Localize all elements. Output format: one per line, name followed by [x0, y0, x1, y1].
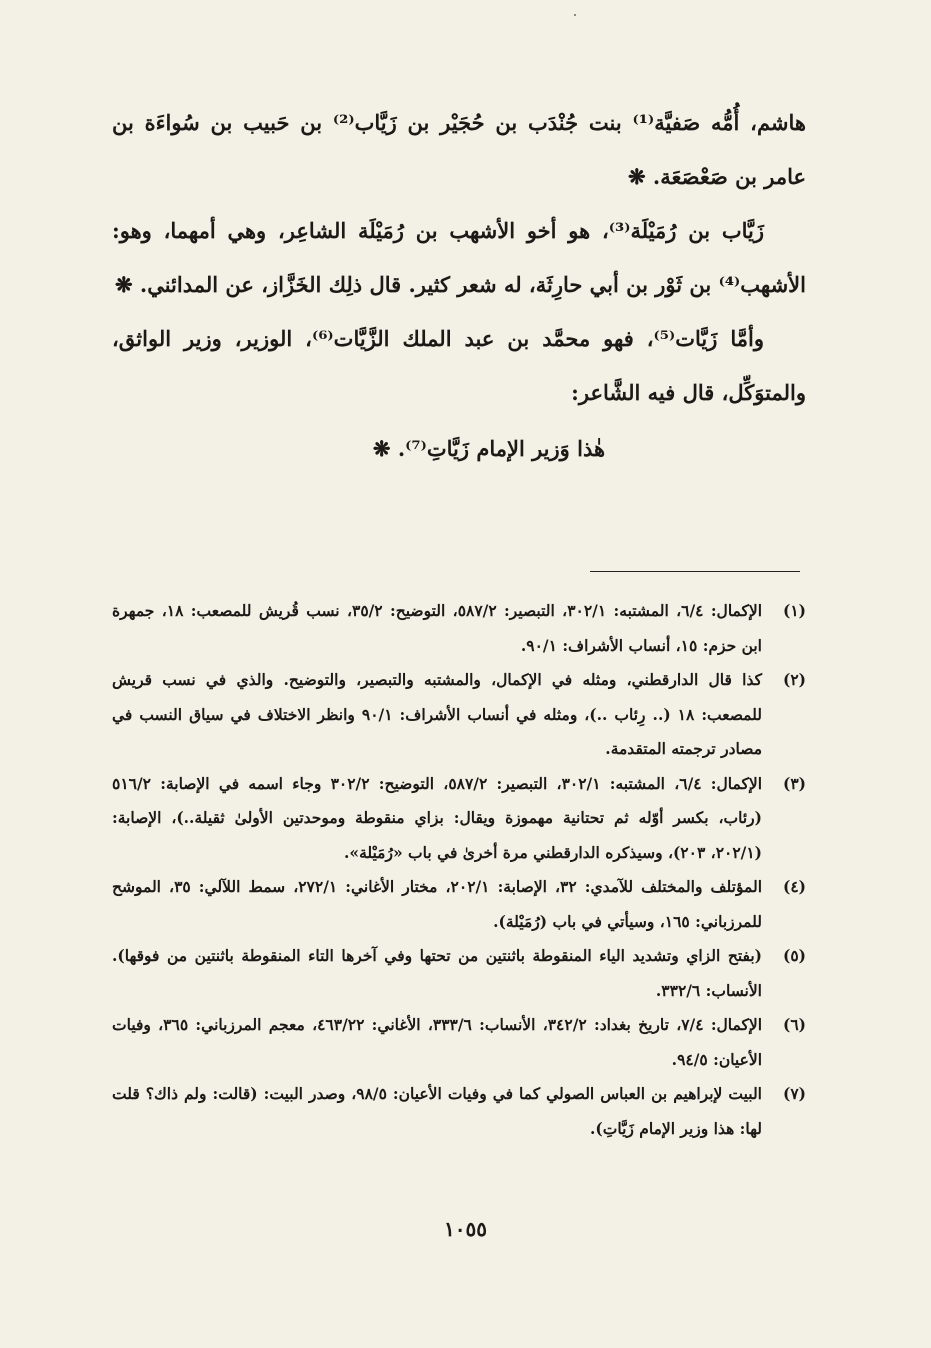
footnote-number: (٧): [782, 1084, 806, 1103]
scan-speck: [574, 14, 576, 16]
footnote-text: الإكمال: ٦/٤، المشتبه: ٣٠٢/١، التبصير: ٥٨٧/٢، التوضيح: ٣٥/٢، نسب قُريش للمصعب: ١٨، جمهرة ابن حزم: ١٥، أنساب الأشراف: ٩٠/١.: [112, 601, 763, 655]
footnote-text: البيت لإبراهيم بن العباس الصولي كما في وفيات الأعيان: ٩٨/٥، وصدر البيت: (قالت: ولم ذاك؟ قلت لها: هذا وزير الإمام زَيَّاتِ).: [112, 1084, 762, 1138]
footnote-3: [112, 767, 806, 871]
footnote-number: (٤): [782, 877, 806, 896]
footnote-text: المؤتلف والمختلف للآمدي: ٣٢، الإصابة: ٢٠٢/١، مختار الأغاني: ٢٧٢/١، سمط اللآلي: ٣٥، الموشح للمرزباني: ١٦٥، وسيأتي في باب (رُمَيْلة).: [112, 877, 762, 931]
footnote-number: (٥): [782, 946, 806, 965]
paragraph-zayyat: وأمَّا زَيَّات⁽⁵⁾، فهو محمَّد بن عبد الملك الزَّيَّات⁽⁶⁾، الوزير، وزير الواثق، والمتوَكِّل، قال فيه الشَّاعر:: [112, 326, 806, 405]
footnote-number: (٣): [782, 773, 806, 793]
footnote-1: [112, 594, 806, 663]
page-number: ١٠٥٥: [444, 1217, 487, 1241]
paragraph-hashim: هاشم، أُمُّه صَفيَّة⁽¹⁾ بنت جُنْدَب بن حُجَيْر بن زَيَّاب⁽²⁾ بن حَبيب بن سُواءَة بن عامر بن صَعْصَعَة. ❋: [112, 110, 806, 189]
footnote-2: [112, 663, 806, 767]
footnotes: [112, 594, 806, 1146]
footnote-4: [112, 870, 806, 939]
footnote-7: [112, 1077, 806, 1146]
footnote-separator: [590, 571, 800, 572]
footnote-text: كذا قال الدارقطني، ومثله في الإكمال، والمشتبه والتبصير، والتوضيح. والذي في نسب قريش للمصعب: ١٨ (.. رِئاب ..)، ومثله في أنساب الأشراف: ٩٠/١ وانظر الاختلاف في سياق النسب في مصادر ترجمته المتقدمة.: [112, 670, 762, 758]
verse-line: هٰذا وَزير الإمام زَيَّاتِ⁽⁷⁾. ❋: [372, 436, 606, 461]
main-text: [112, 96, 806, 476]
footnote-text: (بفتح الزاي وتشديد الياء المنقوطة باثنتين من تحتها وفي آخرها التاء المنقوطة باثنتين من فوقها). الأنساب: ٣٣٢/٦.: [112, 946, 762, 1000]
footnote-text: الإكمال: ٧/٤، تاريخ بغداد: ٣٤٢/٢، الأنساب: ٣٣٣/٦، الأغاني: ٤٦٣/٢٢، معجم المرزباني: ٣٦٥، وفيات الأعيان: ٩٤/٥.: [112, 1015, 763, 1069]
footnote-number: (١): [782, 601, 806, 620]
paragraph-zayyab: زَيَّاب بن رُمَيْلَة⁽³⁾، هو أخو الأشهب بن رُمَيْلَة الشاعِر، وهي أمهما، وهو: الأشهب⁽⁴⁾ بن ثَوْر بن أبي حارِثَة، له شعر كثير. قال ذلِك الخَزَّاز، عن المدائني. ❋: [112, 218, 806, 297]
footnote-6: [112, 1008, 806, 1077]
footnote-5: [112, 939, 806, 1008]
footnote-number: (٢): [782, 670, 806, 689]
footnote-text: الإكمال: ٦/٤، المشتبه: ٣٠٢/١، التبصير: ٥٨٧/٢، التوضيح: ٣٠٢/٢ وجاء اسمه في الإصابة: ٥١٦/٢ (رئاب، بكسر أوّله ثم تحتانية مهموزة ويقال: بزاي منقوطة وموحدتين الأولىٰ ثقيلة..)، الإصابة: (٢٠٢/١، ٢٠٣)، وسيذكره الدارقطني مرة أخرىٰ في باب «رُمَيْلة».: [112, 773, 763, 862]
footnote-number: (٦): [782, 1015, 806, 1034]
